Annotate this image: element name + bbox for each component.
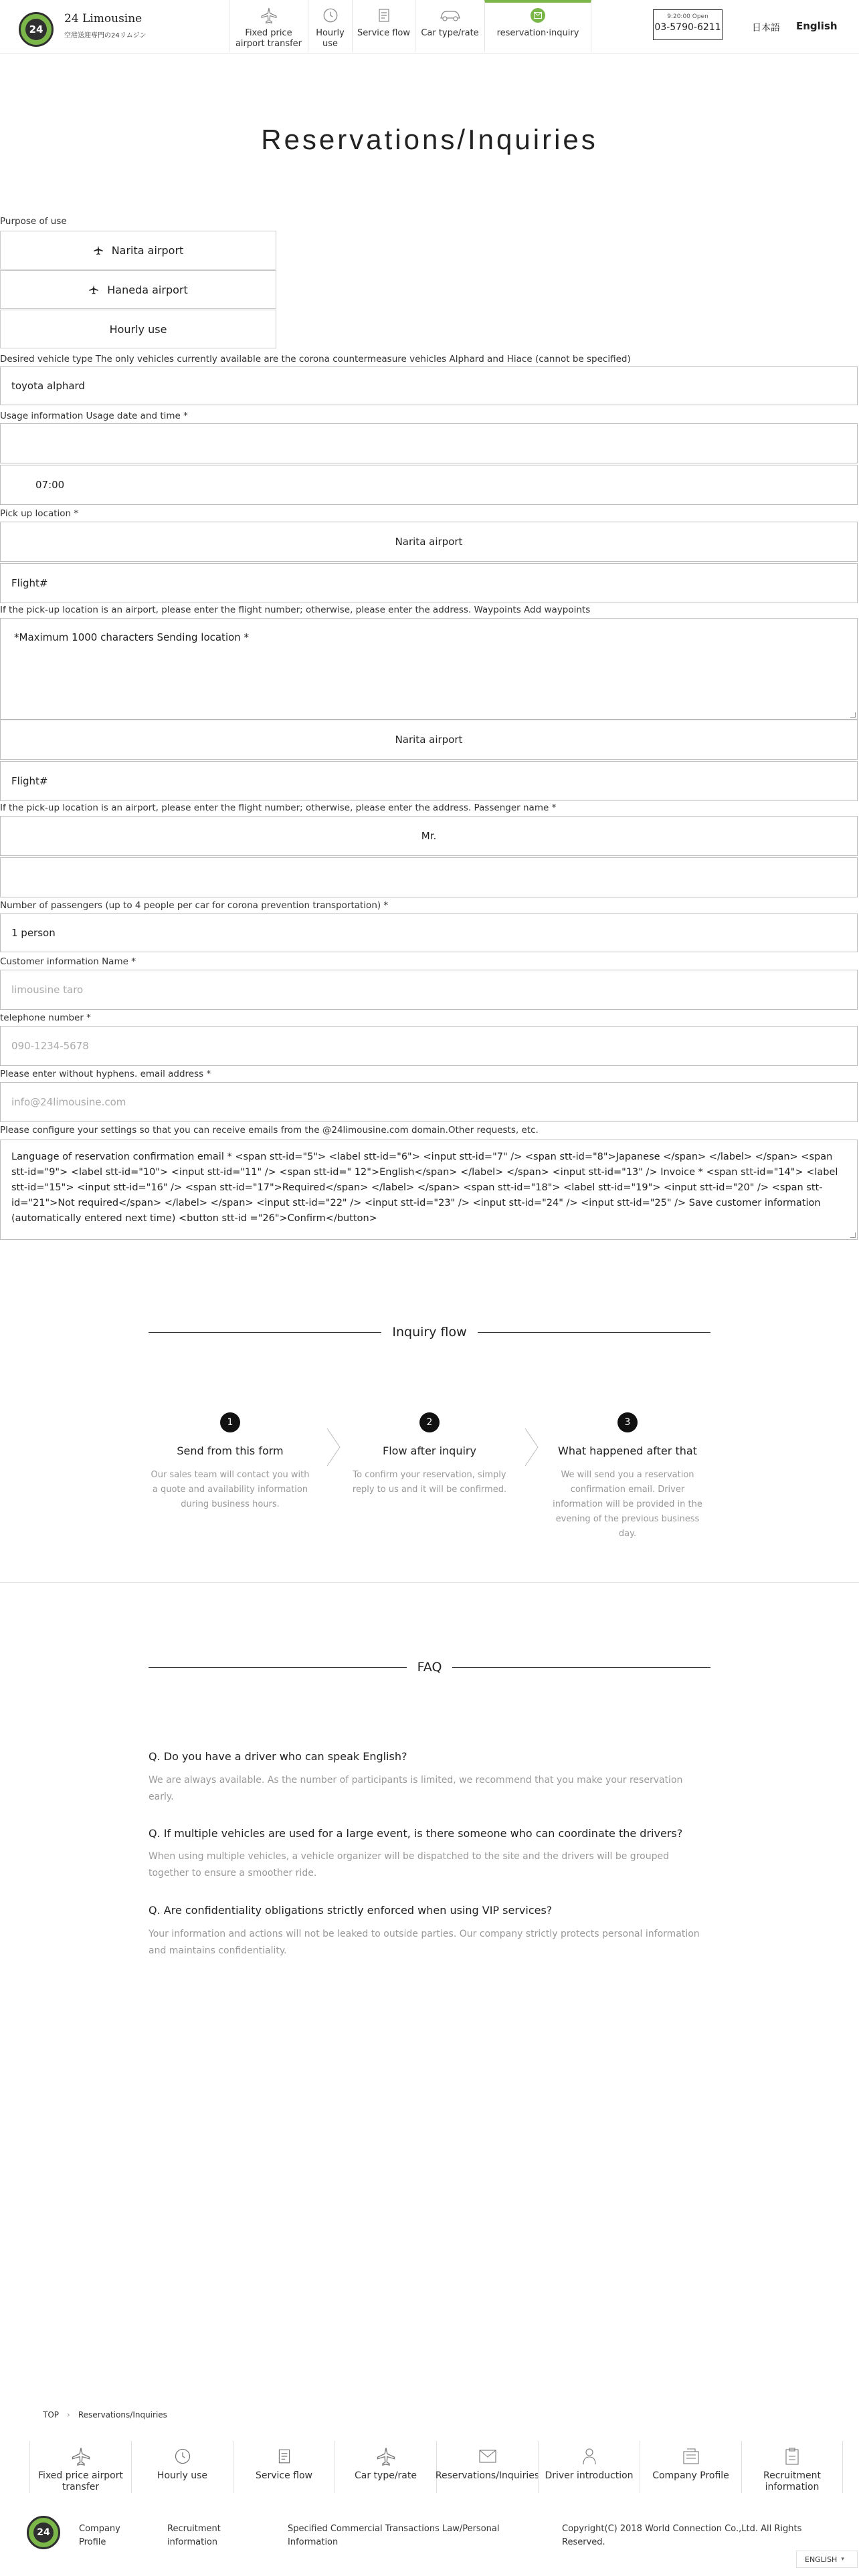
usage-time-select[interactable]: 07:00 — [0, 465, 858, 505]
site-header — [0, 0, 859, 53]
chevron-right-icon — [523, 1427, 541, 1467]
email-input[interactable]: info@24limousine.com — [0, 1082, 858, 1122]
sending-flight-input[interactable]: Flight# — [0, 761, 858, 801]
footer-logo[interactable] — [27, 2516, 60, 2549]
nav-label: Car type/rate — [421, 28, 479, 38]
faq-question: Q. Do you have a driver who can speak English? — [149, 1750, 407, 1763]
pickup-location-select[interactable]: Narita airport — [0, 522, 858, 562]
purpose-label: Purpose of use — [0, 216, 67, 227]
airplane-icon — [88, 284, 99, 295]
settings-note: Please configure your settings so that you can receive emails from the @24limousine.com domain.Other requests, etc. — [0, 1125, 539, 1136]
purpose-label-text: Haneda airport — [107, 283, 188, 296]
footer-nav-label: Car type/rate — [355, 2470, 417, 2481]
faq-answer: When using multiple vehicles, a vehicle organizer will be dispatched to the site and the drivers will be grouped together to ensure a smoother ride. — [149, 1851, 669, 1879]
flow-step-1 — [150, 1412, 310, 1512]
footer-nav-recruitment[interactable] — [741, 2441, 843, 2493]
footer-link-company[interactable]: Company Profile — [79, 2524, 120, 2547]
lang-english-link[interactable]: English — [796, 20, 838, 32]
footer-nav-fixed-price[interactable] — [29, 2441, 131, 2493]
nav-car-type[interactable] — [415, 0, 484, 52]
footer-nav-company[interactable] — [640, 2441, 741, 2493]
customer-name-label: Customer information Name * — [0, 956, 136, 967]
sending-note: If the pick-up location is an airport, please enter the flight number; otherwise, please enter the address. Passenger name * — [0, 802, 557, 813]
brand-subtitle: 空港送迎専門の24リムジン — [64, 32, 147, 39]
step-description: Our sales team will contact you with a quote and availability information during business hours. — [151, 1470, 310, 1509]
passengers-select[interactable]: 1 person — [0, 914, 858, 952]
customer-name-input[interactable]: limousine taro — [0, 970, 858, 1010]
divider-line — [149, 1332, 381, 1333]
purpose-narita-button[interactable] — [0, 231, 276, 270]
purpose-haneda-button[interactable] — [0, 270, 276, 309]
airplane-icon — [71, 2446, 91, 2466]
purpose-label-text: Narita airport — [111, 243, 184, 257]
email-label: Please enter without hyphens. email address * — [0, 1069, 211, 1079]
sending-location-select[interactable]: Narita airport — [0, 720, 858, 760]
brand-name: 24 Limousine — [64, 12, 142, 25]
car-icon — [439, 7, 462, 24]
language-select[interactable] — [796, 2551, 858, 2568]
vehicle-select[interactable]: toyota alphard — [0, 366, 858, 405]
step-number: 2 — [419, 1412, 440, 1432]
badge-icon — [785, 2446, 799, 2466]
footer-nav-label: Hourly use — [157, 2470, 208, 2481]
waypoints-textarea[interactable] — [0, 618, 858, 720]
faq-heading — [149, 1657, 710, 1677]
phone-input[interactable]: 090-1234-5678 — [0, 1026, 858, 1066]
step-title: What happened after that — [558, 1444, 697, 1457]
step-number: 3 — [617, 1412, 638, 1432]
nav-hourly-use[interactable] — [308, 0, 352, 52]
chevron-right-icon: › — [67, 2410, 70, 2420]
breadcrumb-current: Reservations/Inquiries — [78, 2410, 167, 2420]
flow-step-2 — [349, 1412, 510, 1497]
divider-line — [149, 1667, 407, 1668]
step-title: Flow after inquiry — [383, 1444, 476, 1457]
nav-label: Service flow — [357, 28, 410, 38]
honorific-select[interactable]: Mr. — [0, 816, 858, 856]
nav-label: reservation·inquiry — [496, 28, 579, 38]
footer-nav-hourly-use[interactable] — [131, 2441, 233, 2493]
usage-date-input[interactable] — [0, 423, 858, 463]
pickup-note: If the pick-up location is an airport, please enter the flight number; otherwise, please enter the address. Waypoints Add waypoints — [0, 605, 591, 615]
step-number: 1 — [220, 1412, 240, 1432]
breadcrumb-top-link[interactable]: TOP — [43, 2410, 60, 2420]
footer-nav-label: Service flow — [255, 2470, 313, 2481]
section-divider — [0, 1582, 859, 1583]
footer-nav-label: Fixed price airport transfer — [38, 2470, 123, 2492]
usage-label: Usage information Usage date and time * — [0, 411, 188, 421]
nav-service-flow[interactable] — [352, 0, 415, 52]
footer-nav — [29, 2441, 843, 2493]
lang-japanese-link[interactable]: 日本語 — [752, 23, 780, 33]
footer-nav-driver[interactable] — [538, 2441, 640, 2493]
faq-question: Q. If multiple vehicles are used for a large event, is there someone who can coordinate the drivers? — [149, 1827, 683, 1840]
airplane-icon — [93, 245, 104, 255]
person-icon — [581, 2446, 597, 2466]
resize-handle-icon[interactable] — [850, 712, 856, 718]
language-select-value: ENGLISH — [805, 2555, 838, 2564]
requests-textarea[interactable] — [0, 1140, 858, 1240]
phone-number: 03-5790-6211 — [654, 22, 721, 33]
requests-text: Language of reservation confirmation email * <span stt-id="5"> <label stt-id="6"> <input stt-id="7" /> <span stt-id="8">Japanese </span> </label> </span> <span stt-id="9"> <label stt-id="10"> <input stt-id="11" /> <span stt-id=" 12">English</span> </label> </span> <input stt-id="13" /> Invoice * <span stt-id="14"> <label stt-id="15"> <input stt-id="16" /> <span stt-id="17">Required</span> </label> </span> <span stt-id="18"> <label stt-id="19"> <input stt-id="20" /> <span stt-id="21">Not required</span> </label> </span> <input stt-id="22" /> <input stt-id="23" /> <input stt-id="24" /> <input stt-id="25" /> Save customer information (automatically entered next time) <button stt-id ="26">Confirm</button> — [11, 1152, 838, 1224]
section-title: FAQ — [417, 1660, 442, 1675]
inquiry-flow-heading — [149, 1322, 710, 1342]
step-title: Send from this form — [177, 1444, 284, 1457]
nav-fixed-price[interactable] — [229, 0, 308, 52]
footer-nav-label: Reservations/Inquiries — [435, 2470, 540, 2481]
clock-icon — [322, 7, 339, 24]
phone-label: telephone number * — [0, 1012, 91, 1023]
footer-nav-label: Recruitment information — [763, 2470, 822, 2492]
main-nav — [229, 0, 591, 52]
document-icon — [376, 7, 392, 24]
step-description: We will send you a reservation confirmation email. Driver information will be provided in the evening of the previous business day. — [553, 1470, 702, 1539]
flow-step-3 — [547, 1412, 708, 1541]
divider-line — [452, 1667, 710, 1668]
footer-nav-service-flow[interactable] — [233, 2441, 335, 2493]
divider-line — [478, 1332, 710, 1333]
waypoints-text: *Maximum 1000 characters Sending location * — [14, 631, 250, 643]
pickup-label: Pick up location * — [0, 508, 79, 519]
passengers-label: Number of passengers (up to 4 people per car for corona prevention transportation) * — [0, 900, 389, 911]
nav-label: Hourly use — [316, 28, 345, 49]
nav-reservation-inquiry[interactable] — [484, 0, 591, 52]
faq-answer: We are always available. As the number of participants is limited, we recommend that you make your reservation early. — [149, 1775, 683, 1802]
phone-hours: 9:20:00 Open — [667, 13, 708, 20]
brand[interactable] — [64, 12, 146, 39]
logo-text: 24 — [25, 19, 47, 40]
footer-link-recruitment[interactable]: Recruitment information — [167, 2524, 221, 2547]
footer-nav-label: Company Profile — [652, 2470, 729, 2481]
resize-handle-icon[interactable] — [850, 1232, 856, 1238]
building-icon — [682, 2446, 700, 2466]
purpose-label-text: Hourly use — [109, 322, 167, 336]
airplane-icon — [376, 2446, 396, 2466]
mail-icon — [531, 7, 545, 24]
phone-box[interactable] — [653, 9, 723, 40]
vehicle-label: Desired vehicle type The only vehicles currently available are the corona countermeasure vehicles Alphard and Hiace (cannot be specified) — [0, 354, 631, 364]
footer-link-legal[interactable]: Specified Commercial Transactions Law/Personal Information — [288, 2524, 500, 2547]
section-title: Inquiry flow — [392, 1325, 467, 1339]
purpose-hourly-button[interactable] — [0, 310, 276, 348]
passenger-name-input[interactable] — [0, 857, 858, 897]
footer-nav-reservations[interactable] — [436, 2441, 538, 2493]
breadcrumb — [43, 2410, 167, 2420]
step-description: To confirm your reservation, simply reply to us and it will be confirmed. — [352, 1470, 507, 1495]
clock-icon — [173, 2446, 192, 2466]
mail-icon — [479, 2446, 496, 2466]
logo-text: 24 — [33, 2523, 54, 2543]
document-icon — [276, 2446, 293, 2466]
airplane-icon — [260, 7, 278, 24]
page-title: Reservations/Inquiries — [261, 124, 598, 155]
pickup-flight-input[interactable]: Flight# — [0, 563, 858, 603]
faq-answer: Your information and actions will not be leaked to outside parties. Our company strictly protects personal information and maintains confidentiality. — [149, 1929, 700, 1956]
footer-nav-car-type[interactable] — [335, 2441, 436, 2493]
faq-question: Q. Are confidentiality obligations strictly enforced when using VIP services? — [149, 1904, 553, 1917]
nav-label: Fixed price airport transfer — [235, 28, 302, 49]
copyright: Copyright(C) 2018 World Connection Co.,Ltd. All Rights Reserved. — [562, 2524, 802, 2547]
chevron-down-icon: ▾ — [841, 2556, 844, 2563]
footer-nav-label: Driver introduction — [545, 2470, 634, 2481]
brand-logo[interactable] — [19, 12, 54, 47]
chevron-right-icon — [325, 1427, 343, 1467]
